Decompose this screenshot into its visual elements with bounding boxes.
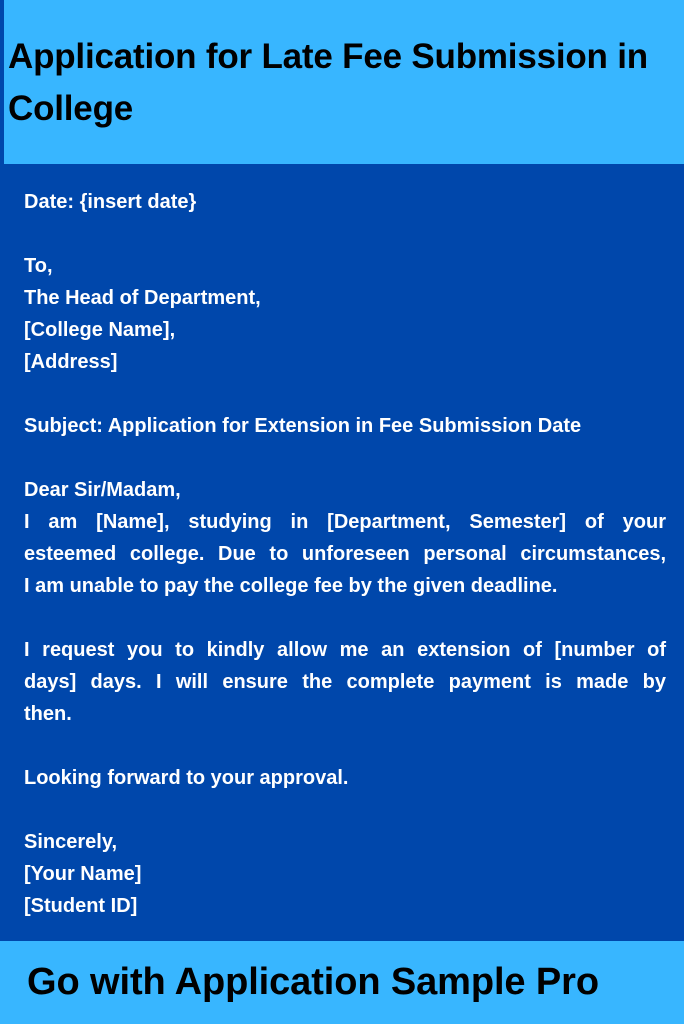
letter-address: [Address]	[24, 351, 118, 373]
letter-to: To,	[24, 255, 53, 277]
spacer	[24, 730, 666, 762]
spacer	[24, 794, 666, 826]
paragraph-two-line: I request you to kindly allow me an extension of [number of	[24, 639, 666, 661]
spacer	[24, 442, 666, 474]
letter-college-name: [College Name],	[24, 319, 176, 341]
letter-body	[24, 186, 666, 922]
paragraph-one-line: I am unable to pay the college fee by the given deadline.	[24, 575, 558, 597]
letter-student-id: [Student ID]	[24, 895, 138, 917]
spacer	[24, 378, 666, 410]
footer-brand-text: Go with Application Sample Pro	[27, 961, 599, 1003]
spacer	[24, 218, 666, 250]
letter-your-name: [Your Name]	[24, 863, 142, 885]
spacer	[24, 602, 666, 634]
paragraph-two-line: days] days. I will ensure the complete payment is made by	[24, 671, 666, 693]
letter-salutation: Dear Sir/Madam,	[24, 479, 181, 501]
footer-banner	[0, 941, 684, 1024]
title-banner	[0, 0, 684, 164]
paragraph-one-line: esteemed college. Due to unforeseen personal circumstances,	[24, 543, 666, 565]
letter-closing-line: Looking forward to your approval.	[24, 767, 349, 789]
letter-recipient: The Head of Department,	[24, 287, 261, 309]
paragraph-one-line: I am [Name], studying in [Department, Semester] of your	[24, 511, 666, 533]
letter-signoff: Sincerely,	[24, 831, 118, 853]
letter-date: Date: {insert date}	[24, 191, 197, 213]
page-title: Application for Late Fee Submission in College	[8, 37, 648, 128]
letter-subject: Subject: Application for Extension in Fee Submission Date	[24, 415, 582, 437]
paragraph-two-line: then.	[24, 703, 72, 725]
